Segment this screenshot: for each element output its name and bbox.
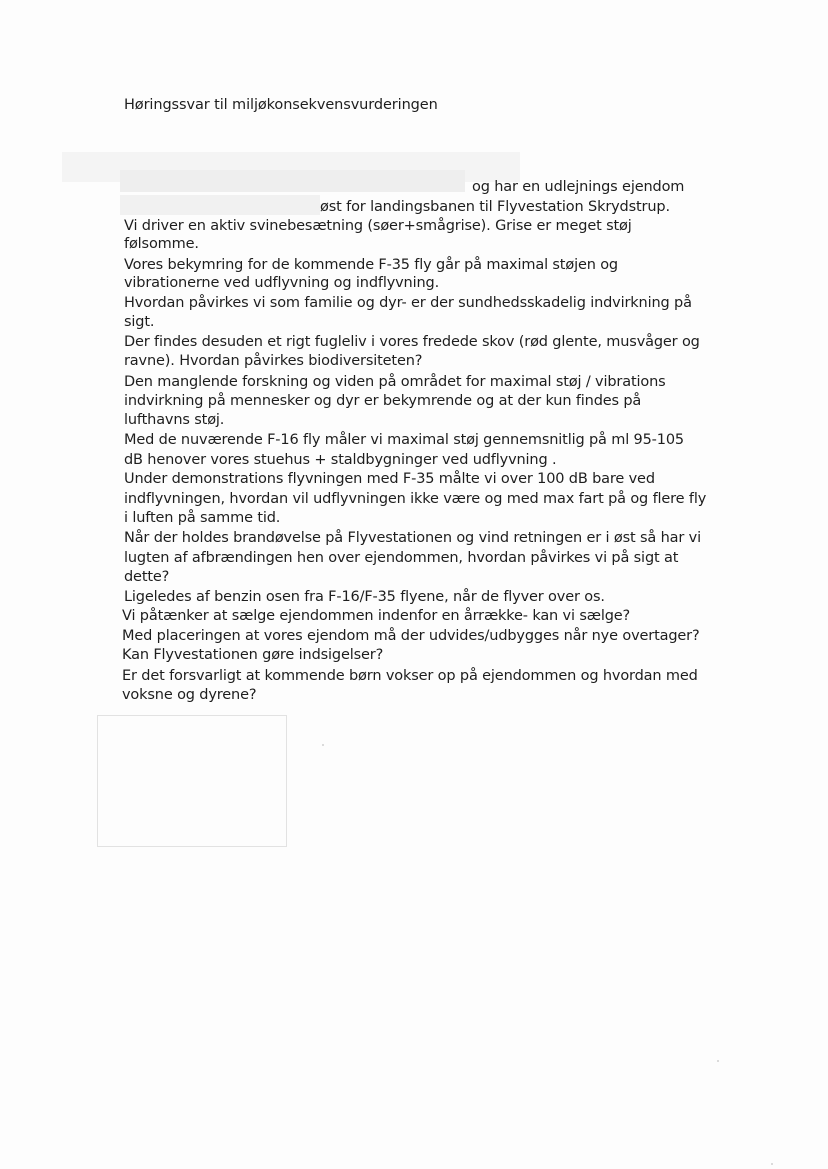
redacted-block-3 bbox=[120, 195, 320, 215]
body-line-12: indvirkning på mennesker og dyr er bekymrende og at der kun findes på bbox=[124, 393, 642, 409]
scan-speck bbox=[717, 1060, 719, 1062]
body-line-25: Kan Flyvestationen gøre indsigelser? bbox=[122, 647, 384, 663]
body-line-7: Hvordan påvirkes vi som familie og dyr- er der sundhedsskadelig indvirkning på bbox=[124, 295, 692, 311]
body-line-21: dette? bbox=[124, 569, 170, 585]
scan-speck bbox=[322, 744, 324, 746]
redacted-signature-box bbox=[97, 715, 287, 847]
body-line-6: vibrationerne ved udflyvning og indflyvning. bbox=[124, 275, 440, 291]
body-line-3: Vi driver en aktiv svinebesætning (søer+smågrise). Grise er meget støj bbox=[124, 218, 632, 234]
body-line-11: Den manglende forskning og viden på området for maximal støj / vibrations bbox=[124, 374, 666, 390]
document-title: Høringssvar til miljøkonsekvensvurderingen bbox=[124, 97, 438, 113]
body-line-19: Når der holdes brandøvelse på Flyvestationen og vind retningen er i øst så har vi bbox=[124, 530, 701, 546]
body-line-8: sigt. bbox=[124, 314, 155, 330]
body-line-4: følsomme. bbox=[124, 236, 199, 252]
scan-speck bbox=[771, 1163, 773, 1165]
body-line-17: indflyvningen, hvordan vil udflyvningen ikke være og med max fart på og flere fly bbox=[124, 491, 707, 507]
body-line-26: Er det forsvarligt at kommende børn vokser op på ejendommen og hvordan med bbox=[122, 668, 698, 684]
body-line-9: Der findes desuden et rigt fugleliv i vores fredede skov (rød glente, musvåger og bbox=[124, 334, 700, 350]
body-line-2: øst for landingsbanen til Flyvestation Skrydstrup. bbox=[320, 199, 670, 215]
body-line-20: lugten af afbrændingen hen over ejendommen, hvordan påvirkes vi på sigt at bbox=[124, 550, 679, 566]
body-line-18: i luften på samme tid. bbox=[124, 510, 281, 526]
body-line-24: Med placeringen at vores ejendom må der udvides/udbygges når nye overtager? bbox=[122, 628, 700, 644]
body-line-27: voksne og dyrene? bbox=[122, 687, 257, 703]
body-line-1: og har en udlejnings ejendom bbox=[472, 179, 685, 195]
body-line-10: ravne). Hvordan påvirkes biodiversiteten? bbox=[124, 353, 423, 369]
body-line-5: Vores bekymring for de kommende F-35 fly går på maximal støjen og bbox=[124, 257, 618, 273]
body-line-23: Vi påtænker at sælge ejendommen indenfor en årrække- kan vi sælge? bbox=[122, 608, 631, 624]
body-line-22: Ligeledes af benzin osen fra F-16/F-35 flyene, når de flyver over os. bbox=[124, 589, 605, 605]
body-line-15: dB henover vores stuehus + staldbygninger ved udflyvning . bbox=[124, 452, 557, 468]
body-line-16: Under demonstrations flyvningen med F-35 målte vi over 100 dB bare ved bbox=[124, 471, 655, 487]
body-line-13: lufthavns støj. bbox=[124, 412, 225, 428]
redacted-block-2 bbox=[120, 170, 465, 192]
body-line-14: Med de nuværende F-16 fly måler vi maximal støj gennemsnitlig på ml 95-105 bbox=[124, 432, 684, 448]
